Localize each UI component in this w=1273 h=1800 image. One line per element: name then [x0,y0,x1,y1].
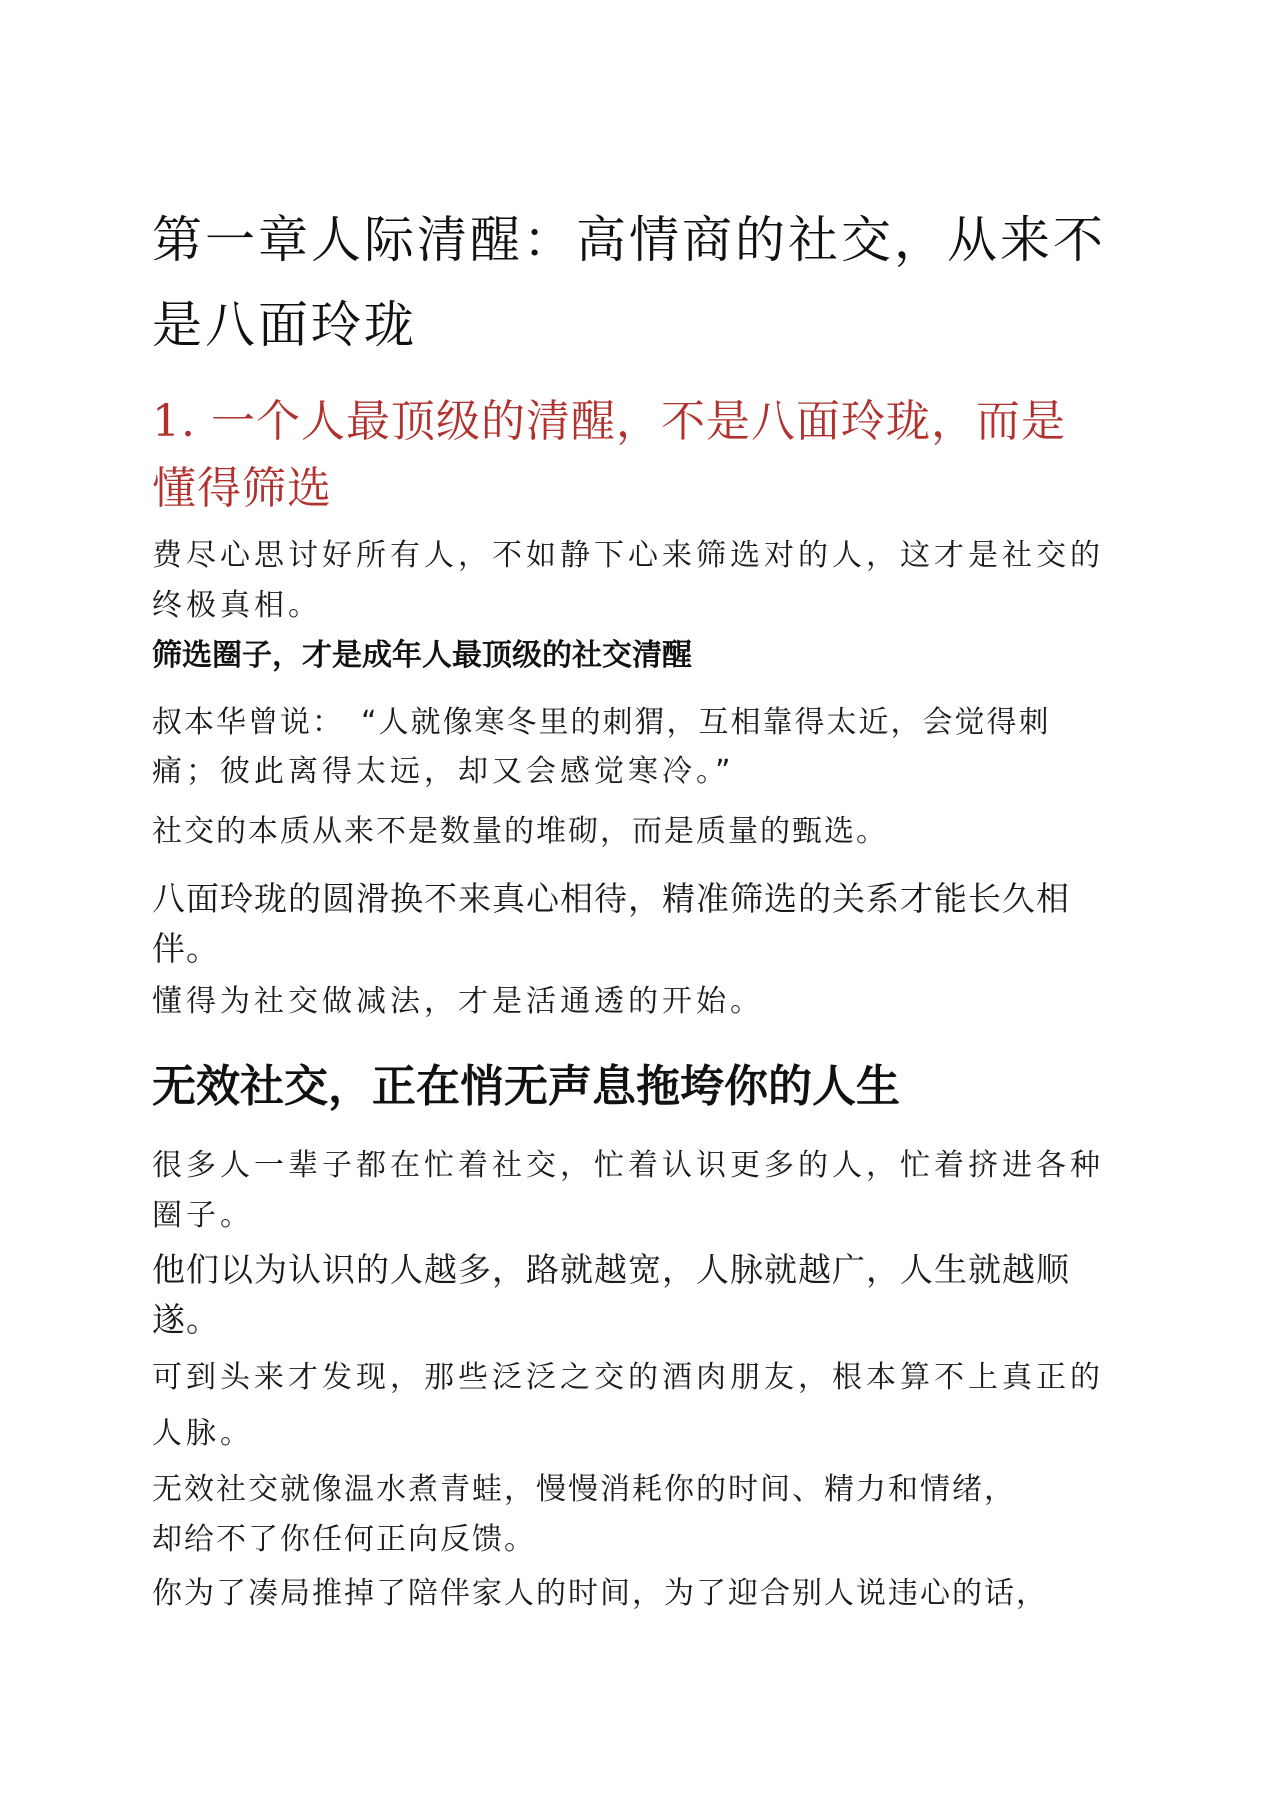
section-number: 1. [152,396,196,447]
bold-subheading: 筛选圈子，才是成年人最顶级的社交清醒 [152,638,692,673]
section-1-title-text: 一个人最顶级的清醒，不是八面玲珑，而是 [210,396,1066,447]
chapter-title-line-1: 第一章人际清醒：高情商的社交，从来不 [152,211,1106,269]
section-2-paragraph-3-line-1: 可到头来才发现，那些泛泛之交的酒肉朋友，根本算不上真正的 [152,1360,1104,1395]
quote-line-1: 叔本华曾说： “人就像寒冬里的刺猬，互相靠得太近，会觉得刺 [152,705,1051,740]
section-2-paragraph-2-line-1: 他们以为认识的人越多，路就越宽，人脉就越广，人生就越顺 [152,1250,1070,1289]
section-2-paragraph-2-line-2: 遂。 [152,1300,220,1339]
paragraph-sincerity-line-2: 伴。 [152,929,220,968]
section-2-paragraph-3-line-2: 人脉。 [152,1416,254,1451]
intro-paragraph-line-1: 费尽心思讨好所有人，不如静下心来筛选对的人，这才是社交的 [152,538,1104,573]
section-2-paragraph-4-line-1: 无效社交就像温水煮青蛙，慢慢消耗你的时间、精力和情绪， [152,1472,1016,1507]
section-2-heading: 无效社交，正在悄无声息拖垮你的人生 [152,1061,900,1112]
section-1-title-line-2: 懂得筛选 [152,463,332,514]
paragraph-essence: 社交的本质从来不是数量的堆砌，而是质量的甄选。 [152,814,888,849]
section-1-title-line-1 [152,385,1066,449]
paragraph-subtraction: 懂得为社交做减法，才是活通透的开始。 [152,984,764,1019]
section-2-paragraph-4-line-2: 却给不了你任何正向反馈。 [152,1522,536,1557]
section-2-paragraph-1-line-1: 很多人一辈子都在忙着社交，忙着认识更多的人，忙着挤进各种 [152,1148,1104,1183]
intro-paragraph-line-2: 终极真相。 [152,588,322,623]
chapter-title-line-2: 是八面玲珑 [152,296,417,354]
quote-line-2: 痛；彼此离得太远，却又会感觉寒冷。” [152,754,735,789]
paragraph-sincerity-line-1: 八面玲珑的圆滑换不来真心相待，精准筛选的关系才能长久相 [152,879,1070,918]
section-2-paragraph-1-line-2: 圈子。 [152,1198,254,1233]
section-2-paragraph-5-line-1: 你为了凑局推掉了陪伴家人的时间，为了迎合别人说违心的话， [152,1576,1048,1611]
